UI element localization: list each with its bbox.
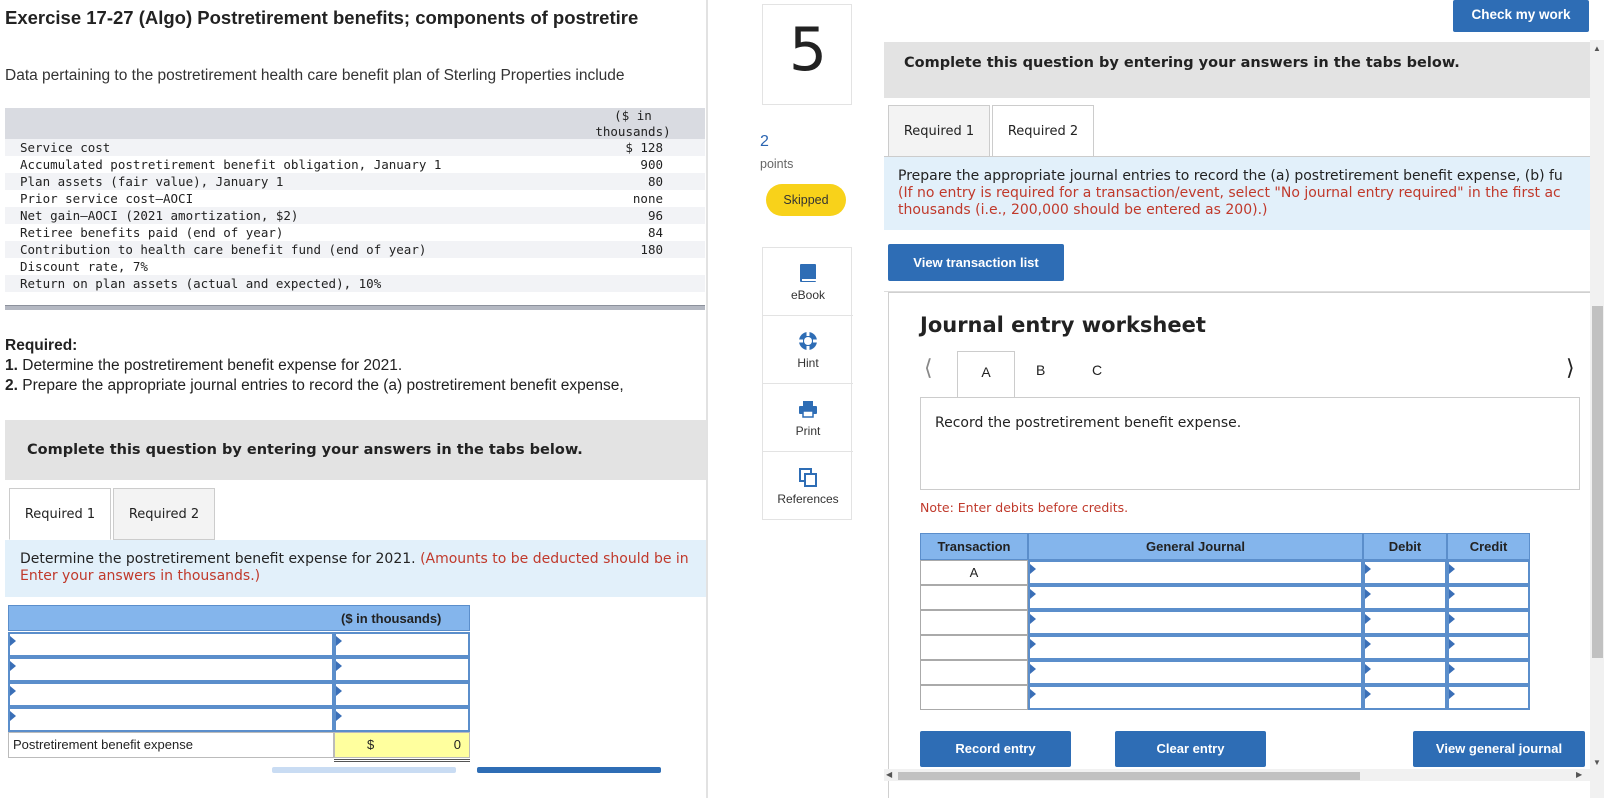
col-transaction: Transaction — [920, 533, 1028, 560]
clear-entry-button[interactable]: Clear entry — [1115, 731, 1266, 767]
entry-description: Record the postretirement benefit expense. — [935, 415, 1242, 431]
credit-input[interactable] — [1447, 560, 1530, 585]
credit-input[interactable] — [1447, 685, 1530, 710]
references-button[interactable] — [763, 452, 853, 520]
required-block — [5, 336, 624, 396]
scroll-left-icon[interactable]: ◀ — [886, 770, 893, 779]
row-label: Discount rate, 7% — [20, 259, 148, 274]
required-1-instructions — [5, 540, 706, 597]
copy-icon — [797, 466, 819, 488]
calc-table-header — [8, 605, 470, 631]
credit-input[interactable] — [1447, 660, 1530, 685]
row-label: Accumulated postretirement benefit obligation, January 1 — [20, 157, 442, 172]
given-data-row — [5, 173, 705, 190]
transaction-cell — [920, 610, 1028, 635]
question-number-box — [762, 4, 852, 105]
check-my-work-button[interactable]: Check my work — [1453, 0, 1589, 32]
references-label: References — [777, 492, 839, 506]
account-select[interactable] — [1028, 585, 1363, 610]
account-select[interactable] — [1028, 560, 1363, 585]
account-select[interactable] — [1028, 610, 1363, 635]
account-select[interactable] — [1028, 685, 1363, 710]
banner-text: Complete this question by entering your answers in the tabs below. — [904, 55, 1460, 71]
calc-amount-input[interactable] — [334, 632, 470, 657]
horizontal-scroll-thumb[interactable] — [898, 772, 1360, 780]
given-data-row — [5, 258, 705, 275]
record-entry-button[interactable]: Record entry — [920, 731, 1071, 767]
tab-required-2[interactable]: Required 2 — [992, 105, 1094, 157]
col-debit: Debit — [1363, 533, 1447, 560]
view-transaction-list-button[interactable]: View transaction list — [888, 244, 1064, 281]
print-button[interactable] — [763, 384, 853, 452]
transaction-cell — [920, 685, 1028, 710]
banner-text: Complete this question by entering your answers in the tabs below. — [27, 442, 583, 458]
pane-divider[interactable] — [706, 0, 708, 798]
calc-row — [8, 682, 470, 707]
credit-input[interactable] — [1447, 635, 1530, 660]
tab-required-1[interactable]: Required 1 — [888, 105, 990, 157]
calc-amount-input[interactable] — [334, 657, 470, 682]
given-data-table — [5, 108, 705, 310]
given-data-rows — [5, 142, 705, 302]
row-label: Service cost — [20, 140, 111, 155]
scroll-down-icon[interactable]: ▼ — [1593, 758, 1601, 767]
ebook-button[interactable] — [763, 248, 853, 316]
calc-header-label: ($ in thousands) — [341, 611, 442, 626]
ebook-label: eBook — [790, 288, 826, 302]
chevron-left-icon[interactable]: ⟨ — [924, 355, 933, 380]
points-label: points — [760, 157, 794, 171]
tab-required-1[interactable]: Required 1 — [9, 488, 111, 540]
debit-input[interactable] — [1363, 585, 1447, 610]
header-line-1: ($ in — [614, 108, 652, 123]
row-value: none — [632, 191, 663, 206]
given-data-row — [5, 275, 705, 292]
calc-label-select[interactable] — [8, 632, 334, 657]
row-label: Return on plan assets (actual and expected), 10% — [20, 276, 382, 291]
calc-row — [8, 632, 470, 657]
required-2-text: Prepare the appropriate journal entries to record the (a) postretirement benefit expense, — [17, 377, 624, 394]
view-general-journal-button[interactable]: View general journal — [1413, 731, 1585, 767]
tools-panel — [762, 247, 852, 520]
calc-row — [8, 657, 470, 682]
total-value-cell — [334, 732, 470, 758]
question-number: 5 — [788, 15, 828, 85]
worksheet-title: Journal entry worksheet — [920, 313, 1206, 337]
row-value: 180 — [640, 242, 663, 257]
instructions-banner — [884, 42, 1591, 98]
instruction-note-2: thousands (i.e., 200,000 should be entered as 200).) — [898, 202, 1268, 218]
transaction-cell — [920, 585, 1028, 610]
tab-required-2[interactable]: Required 2 — [113, 488, 215, 540]
credit-input[interactable] — [1447, 610, 1530, 635]
transaction-cell — [920, 635, 1028, 660]
lifebuoy-icon — [797, 330, 819, 352]
exercise-intro: Data pertaining to the postretirement health care benefit plan of Sterling Properties include — [5, 67, 625, 84]
left-pane — [0, 0, 706, 798]
double-underline — [334, 759, 470, 762]
row-label: Contribution to health care benefit fund (end of year) — [20, 242, 427, 257]
instruction-note-2: Enter your answers in thousands.) — [20, 568, 261, 584]
required-2-instructions — [884, 157, 1590, 230]
calc-total-row — [8, 732, 470, 758]
entry-note: Note: Enter debits before credits. — [920, 500, 1129, 515]
given-data-row — [5, 190, 705, 207]
calc-label-select[interactable] — [8, 657, 334, 682]
exercise-title: Exercise 17-27 (Algo) Postretirement benefits; components of postretire — [5, 7, 639, 28]
hint-label: Hint — [797, 356, 819, 370]
status-badge: Skipped — [766, 184, 846, 216]
debit-input[interactable] — [1363, 685, 1447, 710]
col-general-journal: General Journal — [1028, 533, 1363, 560]
required-1-text: Determine the postretirement benefit expense for 2021. — [17, 357, 403, 374]
row-label: Plan assets (fair value), January 1 — [20, 174, 284, 189]
points-value: 2 — [760, 133, 769, 150]
account-select[interactable] — [1028, 635, 1363, 660]
instruction-text: Prepare the appropriate journal entries to record the (a) postretirement benefit expense, (b) fu — [898, 168, 1563, 184]
row-label: Prior service cost—AOCI — [20, 191, 194, 206]
worksheet-tab-a[interactable]: A — [957, 351, 1015, 398]
row-value: 900 — [640, 157, 663, 172]
debit-input[interactable] — [1363, 660, 1447, 685]
header-line-2: thousands) — [595, 124, 671, 139]
book-icon — [797, 262, 819, 284]
credit-input[interactable] — [1447, 585, 1530, 610]
hint-button[interactable] — [763, 316, 853, 384]
vertical-scroll-thumb[interactable] — [1592, 306, 1603, 658]
worksheet-tab-b[interactable]: B — [1036, 362, 1046, 378]
instruction-note: (If no entry is required for a transaction/event, select "No journal entry required" in the first ac — [898, 185, 1561, 201]
calc-label-select[interactable] — [8, 707, 334, 732]
printer-icon — [797, 398, 819, 420]
chevron-right-icon[interactable]: ⟩ — [1566, 355, 1575, 380]
given-data-row — [5, 156, 705, 173]
instruction-note: (Amounts to be deducted should be in — [420, 551, 689, 567]
transaction-cell — [920, 660, 1028, 685]
given-data-header — [5, 108, 705, 142]
instructions-banner — [5, 420, 706, 480]
row-value: 80 — [647, 174, 663, 189]
print-label: Print — [795, 424, 821, 438]
calc-row — [8, 707, 470, 732]
debit-input[interactable] — [1363, 610, 1447, 635]
scroll-up-icon[interactable]: ▲ — [1593, 44, 1601, 53]
required-2-num: 2. — [5, 377, 18, 394]
row-label: Retiree benefits paid (end of year) — [20, 225, 284, 240]
table-divider — [5, 305, 705, 310]
total-label: Postretirement benefit expense — [8, 732, 334, 758]
calc-amount-input[interactable] — [334, 682, 470, 707]
calc-amount-input[interactable] — [334, 707, 470, 732]
next-tab-button[interactable] — [477, 767, 661, 773]
required-1-num: 1. — [5, 357, 18, 374]
instruction-text: Determine the postretirement benefit expense for 2021. — [20, 551, 421, 567]
prev-tab-button[interactable] — [272, 767, 456, 773]
scroll-right-icon[interactable]: ▶ — [1576, 770, 1583, 779]
row-value: 84 — [647, 225, 663, 240]
debit-input[interactable] — [1363, 635, 1447, 660]
row-value: 96 — [647, 208, 663, 223]
total-value: 0 — [453, 737, 461, 752]
total-currency: $ — [367, 737, 375, 752]
entry-description-box — [920, 397, 1580, 490]
calc-label-select[interactable] — [8, 682, 334, 707]
row-value: $ 128 — [625, 140, 663, 155]
col-credit: Credit — [1447, 533, 1530, 560]
given-data-row — [5, 224, 705, 241]
given-data-row — [5, 207, 705, 224]
account-select[interactable] — [1028, 660, 1363, 685]
required-heading: Required: — [5, 337, 78, 354]
worksheet-tab-c[interactable]: C — [1092, 362, 1103, 378]
given-data-row — [5, 139, 705, 156]
transaction-cell: A — [920, 560, 1028, 585]
debit-input[interactable] — [1363, 560, 1447, 585]
row-label: Net gain—AOCI (2021 amortization, $2) — [20, 208, 299, 223]
given-data-row — [5, 241, 705, 258]
